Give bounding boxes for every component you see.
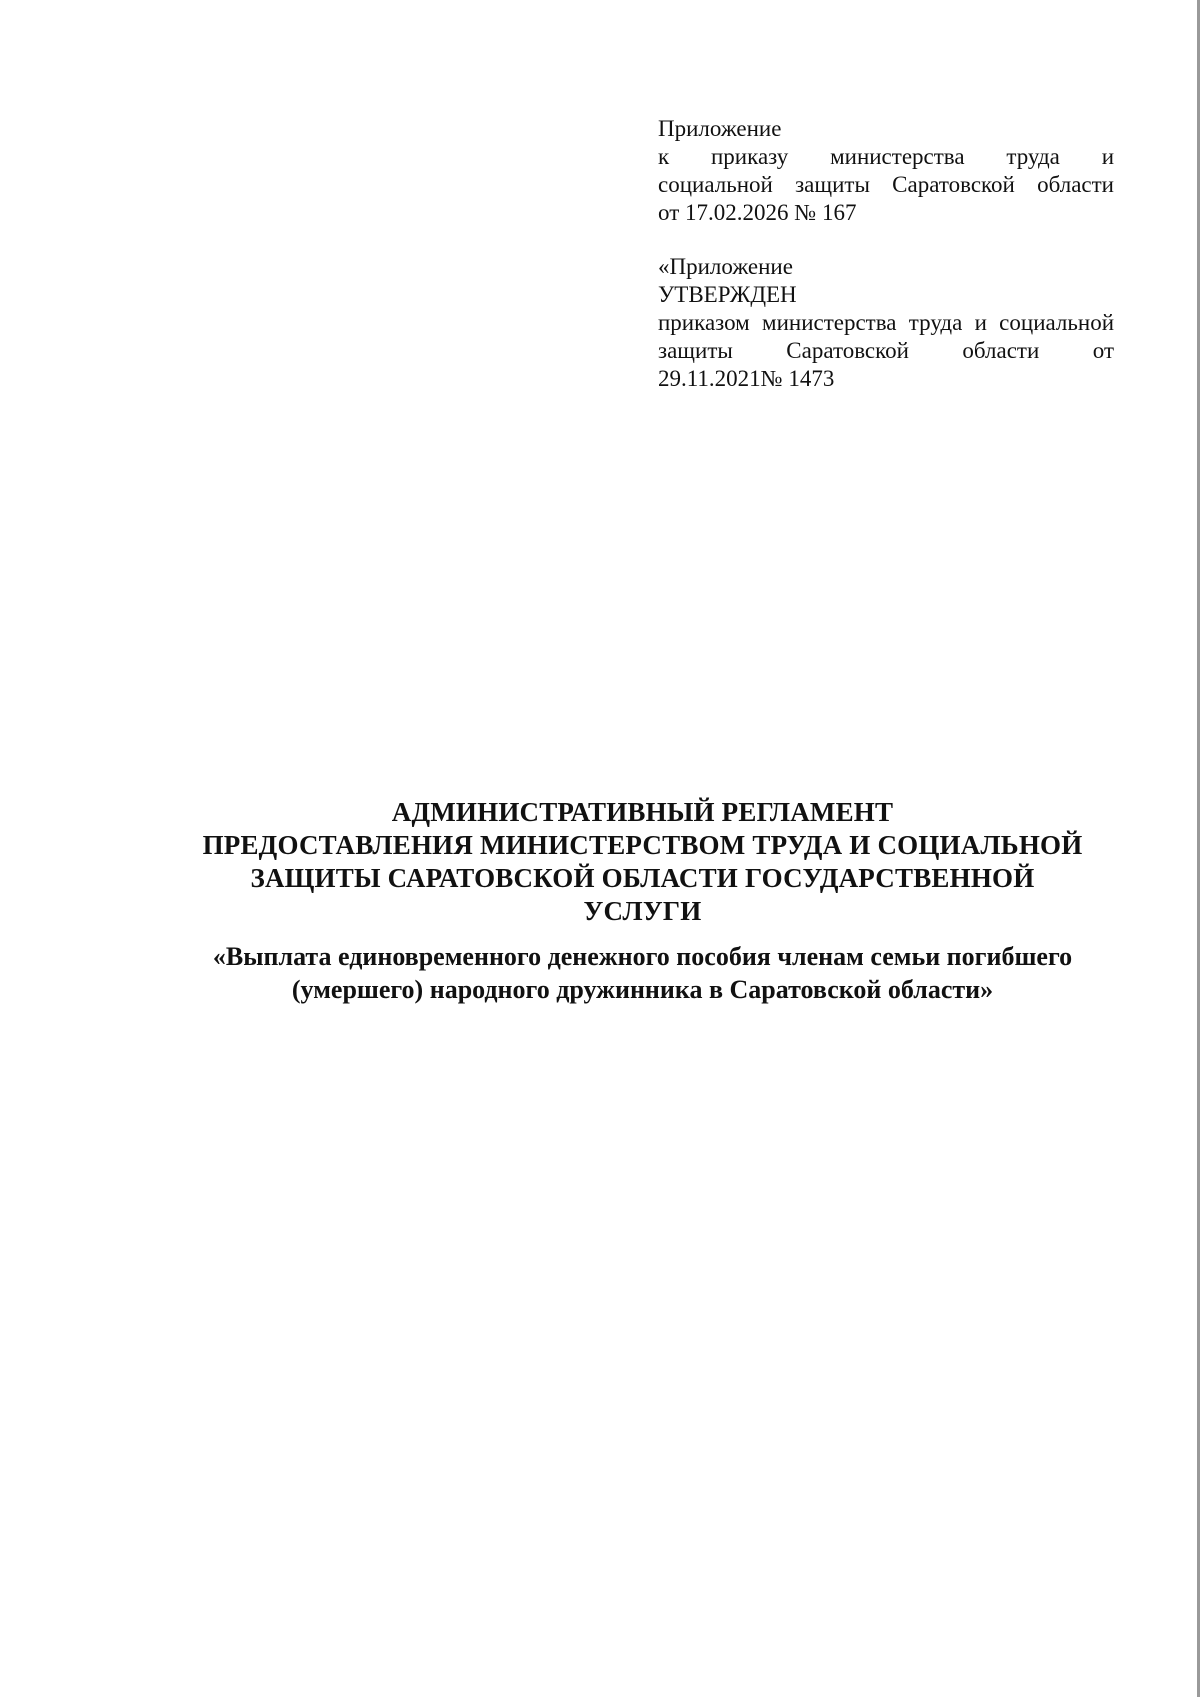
- appendix-line-1: Приложение: [658, 116, 782, 141]
- approval-line-2: УТВЕРЖДЕН: [658, 282, 797, 307]
- title-line-3: ЗАЩИТЫ САРАТОВСКОЙ ОБЛАСТИ ГОСУДАРСТВЕННОЙ: [250, 863, 1035, 893]
- approval-line-3: приказом министерства труда и социальной: [658, 310, 1114, 335]
- approval-line-4: защиты Саратовской области от: [658, 338, 1114, 363]
- document-subtitle: [150, 940, 1135, 1006]
- title-line-1: АДМИНИСТРАТИВНЫЙ РЕГЛАМЕНТ: [391, 797, 894, 827]
- title-line-4: УСЛУГИ: [583, 896, 702, 926]
- subtitle-line-1: «Выплата единовременного денежного пособия членам семьи погибшего: [212, 942, 1073, 971]
- approval-line-5: 29.11.2021№ 1473: [658, 366, 835, 391]
- document-title: [150, 796, 1135, 928]
- title-line-2: ПРЕДОСТАВЛЕНИЯ МИНИСТЕРСТВОМ ТРУДА И СОЦИАЛЬНОЙ: [202, 830, 1083, 860]
- appendix-line-4: от 17.02.2026 № 167: [658, 200, 857, 225]
- appendix-header: [658, 115, 1114, 227]
- subtitle-line-2: (умершего) народного дружинника в Саратовской области»: [291, 975, 994, 1004]
- approval-header: [658, 253, 1114, 393]
- approval-line-1: «Приложение: [658, 254, 793, 279]
- appendix-line-3: социальной защиты Саратовской области: [658, 172, 1114, 197]
- appendix-line-2: к приказу министерства труда и: [658, 144, 1114, 169]
